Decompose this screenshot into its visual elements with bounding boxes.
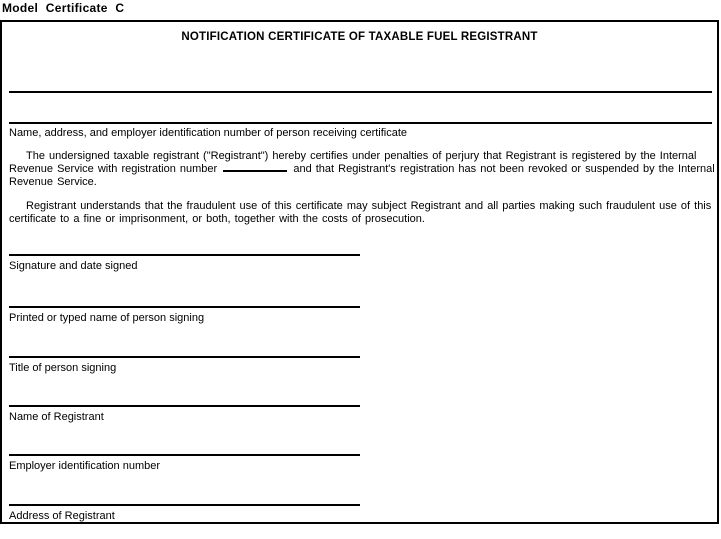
signature-field-row	[9, 254, 360, 272]
document-heading: Model Certificate C	[2, 1, 125, 15]
certification-paragraph	[9, 150, 715, 189]
recipient-label: Name, address, and employer identification number of person receiving certificate	[9, 127, 408, 139]
recipient-writing-line-2	[9, 122, 712, 124]
certification-text-before-blank: The undersigned taxable registrant ("Registrant") hereby certifies under penalties of perjury that Registrant is registered by the Internal Revenue Service with registration number	[9, 150, 697, 175]
signature-field-row	[9, 504, 360, 522]
certification-text-after-blank: and that Registrant's registration has not been revoked or suspended by the Internal Revenue Service.	[9, 163, 715, 188]
certificate-border-box	[0, 20, 719, 524]
signature-field-row	[9, 405, 360, 423]
recipient-writing-line-1	[9, 91, 712, 93]
fraud-warning-text: Registrant understands that the fraudulent use of this certificate may subject Registrant and all parties making such fraudulent use of this certificate to a fine or imprisonment, or both, together with the costs of prosecution.	[9, 200, 712, 225]
fraud-warning-paragraph	[9, 200, 715, 226]
signature-field-row	[9, 454, 360, 472]
registrant-address-label: Address of Registrant	[9, 510, 115, 522]
signature-field-row	[9, 306, 360, 324]
signature-field-row	[9, 356, 360, 374]
title-of-signer-label: Title of person signing	[9, 362, 117, 374]
signature-date-label: Signature and date signed	[9, 260, 138, 272]
employer-id-label: Employer identification number	[9, 460, 161, 472]
certificate-title: NOTIFICATION CERTIFICATE OF TAXABLE FUEL REGISTRANT	[181, 31, 538, 43]
registration-number-blank	[223, 163, 287, 172]
registrant-name-label: Name of Registrant	[9, 411, 104, 423]
printed-name-label: Printed or typed name of person signing	[9, 312, 205, 324]
